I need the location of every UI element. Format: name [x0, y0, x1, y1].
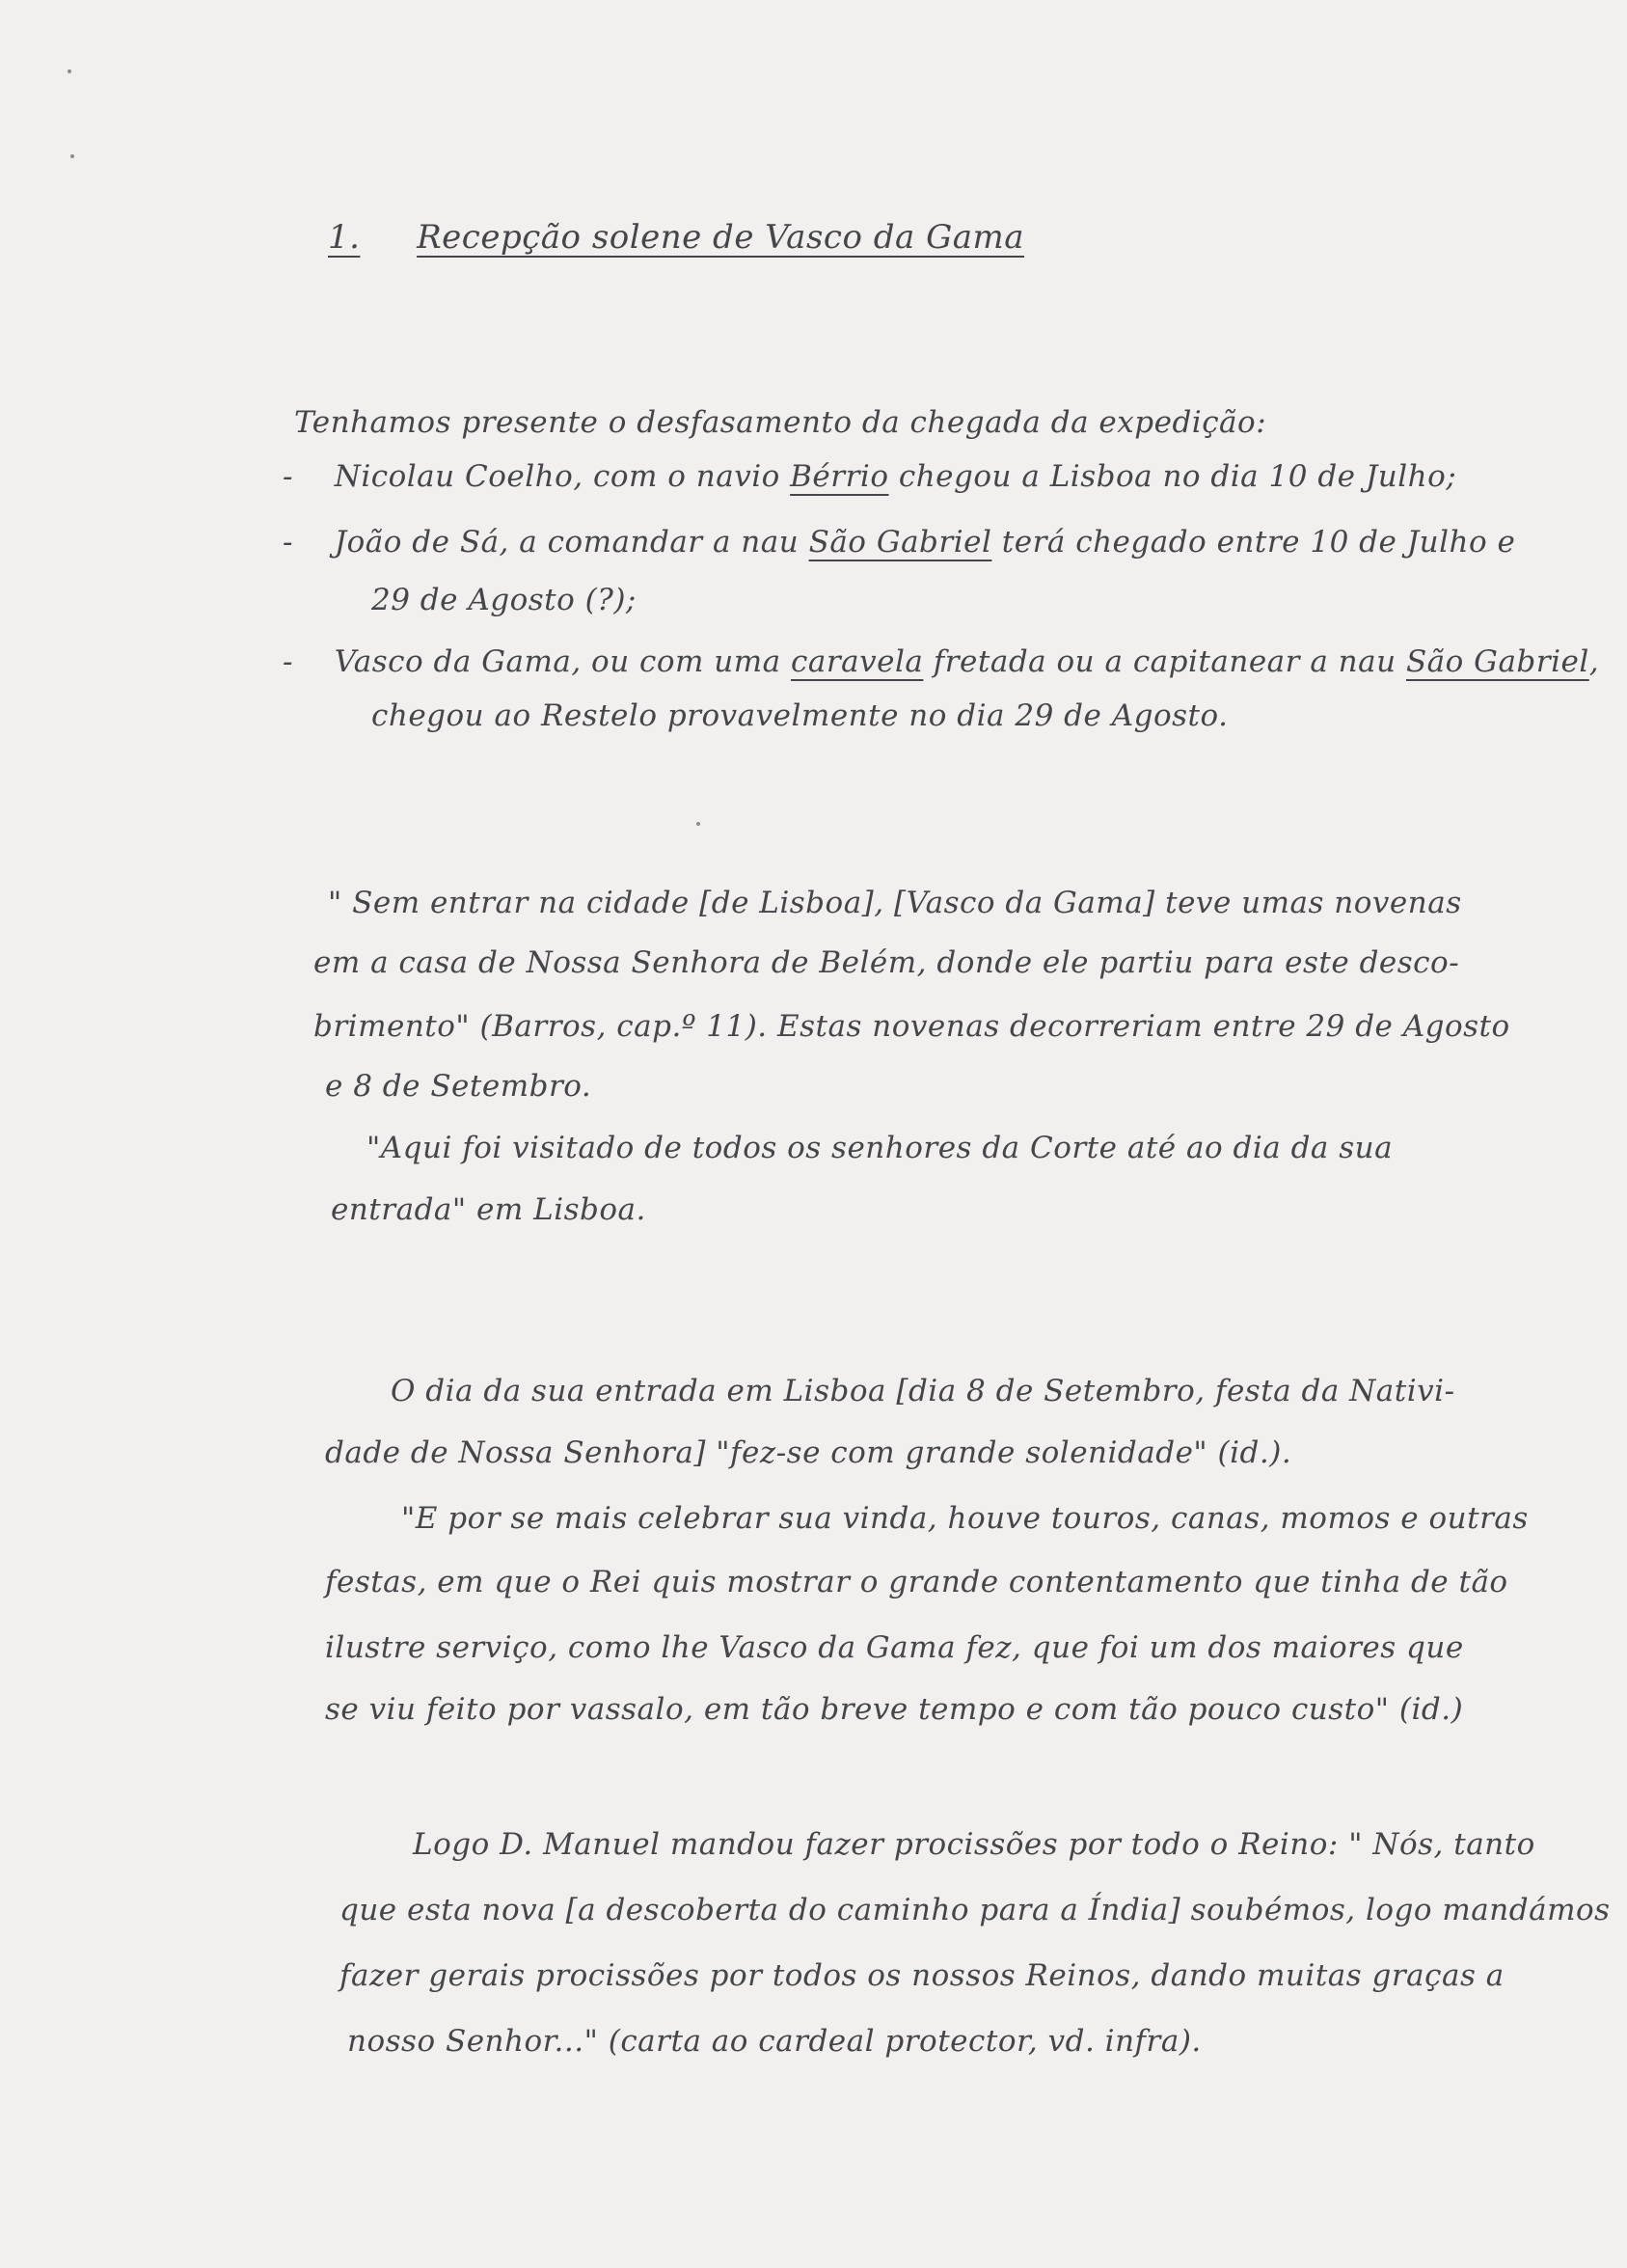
- heading-number: 1.: [328, 218, 361, 257]
- text-line: ilustre serviço, como lhe Vasco da Gama fez, que foi um dos maiores que: [325, 1630, 1464, 1665]
- list-item: - Vasco da Gama, ou com uma caravela fretada ou a capitanear a nau São Gabriel,: [283, 644, 1600, 679]
- text-line: festas, em que o Rei quis mostrar o grande contentamento que tinha de tão: [325, 1565, 1508, 1599]
- list-item-continuation: chegou ao Restelo provavelmente no dia 29 de Agosto.: [371, 698, 1229, 733]
- list-item: - João de Sá, a comandar a nau São Gabriel terá chegado entre 10 de Julho e: [283, 525, 1516, 560]
- list-item-continuation: 29 de Agosto (?);: [371, 583, 637, 617]
- paper-speck: [696, 822, 700, 826]
- heading-title: Recepção solene de Vasco da Gama: [417, 218, 1025, 257]
- ship-name: São Gabriel: [808, 525, 992, 560]
- text-line: "E por se mais celebrar sua vinda, houve touros, canas, momos e outras: [401, 1501, 1529, 1536]
- ship-name: São Gabriel: [1405, 644, 1589, 679]
- text-line: nosso Senhor..." (carta ao cardeal protector, vd. infra).: [347, 2024, 1202, 2059]
- paper-speck: [70, 154, 74, 158]
- quote-line: " Sem entrar na cidade [de Lisboa], [Vasco da Gama] teve umas novenas: [328, 886, 1462, 920]
- text-line: dade de Nossa Senhora] "fez-se com grande solenidade" (id.).: [325, 1435, 1292, 1470]
- heading: [328, 218, 1024, 257]
- text-line: que esta nova [a descoberta do caminho para a Índia] soubémos, logo mandámos: [339, 1893, 1611, 1927]
- text-line: O dia da sua entrada em Lisboa [dia 8 de Setembro, festa da Nativi-: [391, 1374, 1455, 1408]
- quote-line: em a casa de Nossa Senhora de Belém, donde ele partiu para este desco-: [313, 945, 1460, 980]
- text-line: se viu feito por vassalo, em tão breve tempo e com tão pouco custo" (id.): [325, 1692, 1464, 1727]
- list-item: - Nicolau Coelho, com o navio Bérrio chegou a Lisboa no dia 10 de Julho;: [283, 459, 1457, 494]
- bullet: -: [283, 644, 293, 679]
- quote-line: "Aqui foi visitado de todos os senhores da Corte até ao dia da sua: [366, 1131, 1394, 1165]
- ship-name: caravela: [790, 644, 924, 679]
- bullet: -: [283, 459, 293, 494]
- paper-speck: [68, 69, 71, 73]
- ship-name: Bérrio: [790, 459, 889, 494]
- bullet: -: [283, 525, 293, 560]
- quote-line: e 8 de Setembro.: [325, 1069, 592, 1104]
- quote-line: brimento" (Barros, cap.º 11). Estas novenas decorreriam entre 29 de Agosto: [313, 1009, 1510, 1044]
- intro-line: Tenhamos presente o desfasamento da chegada da expedição:: [294, 405, 1267, 440]
- text-line: Logo D. Manuel mandou fazer procissões por todo o Reino: " Nós, tanto: [413, 1827, 1535, 1862]
- quote-line: entrada" em Lisboa.: [331, 1192, 646, 1227]
- text-line: fazer gerais procissões por todos os nossos Reinos, dando muitas graças a: [339, 1958, 1505, 1993]
